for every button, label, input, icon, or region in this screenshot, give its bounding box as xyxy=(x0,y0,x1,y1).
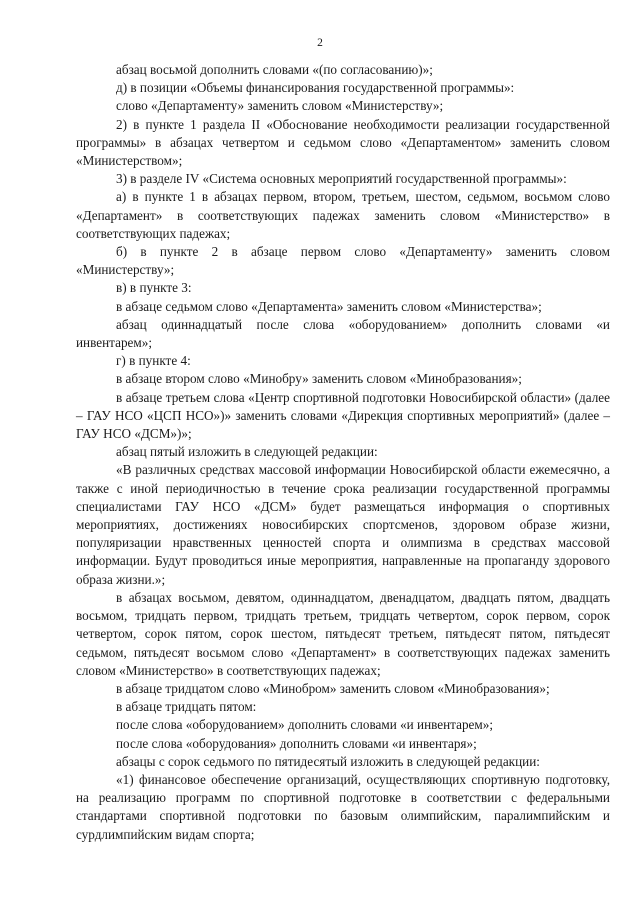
paragraph: в абзаце седьмом слово «Департамента» заменить словом «Министерства»; xyxy=(116,298,542,314)
paragraph: «1) финансовое обеспечение организаций, осуществляющих спортивную подготовку, на реализацию программ по спортивной подготовке в соответствии с федеральными стандартами спортивной подготовки по базовым олимпийским, паралимпийским и сурдлимпийским видам спорта; xyxy=(76,771,610,842)
paragraph: б) в пункте 2 в абзаце первом слово «Департаменту» заменить словом «Министерству»; xyxy=(76,244,610,278)
paragraph: «В различных средствах массовой информации Новосибирской области ежемесячно, а также с иной периодичностью в течение срока реализации государственной программы специалистами ГАУ НСО «ДСМ» будет размещаться информация о спортивных мероприятиях, достижениях новосибирских спортсменов, здоровом образе жизни, популяризации нравственных ценностей спорта и олимпизма в средствах массовой информации. Будут проводиться иные мероприятия, направленные на пропаганду здорового образа жизни.»; xyxy=(76,462,610,587)
paragraph: абзац одиннадцатый после слова «оборудованием» дополнить словами «и инвентарем»; xyxy=(76,316,610,351)
paragraph: в абзаце тридцать пятом: xyxy=(116,699,257,715)
paragraph: в) в пункте 3: xyxy=(116,280,192,296)
paragraph: абзац восьмой дополнить словами «(по согласованию)»; xyxy=(116,62,433,77)
paragraph: г) в пункте 4: xyxy=(116,353,191,369)
paragraph: слово «Департаменту» заменить словом «Министерству»; xyxy=(116,98,444,114)
paragraph: в абзаце втором слово «Минобру» заменить словом «Минобразования»; xyxy=(116,371,522,387)
paragraph: в абзаце тридцатом слово «Минобром» заменить словом «Минобразования»; xyxy=(116,680,550,696)
paragraph: 2) в пункте 1 раздела II «Обоснование необходимости реализации государственной программы» в абзацах четвертом и седьмом слово «Департаментом» заменить словом «Министерством»; xyxy=(76,116,610,169)
paragraph: после слова «оборудования» дополнить словами «и инвентаря»; xyxy=(116,735,477,751)
paragraph: абзац пятый изложить в следующей редакции: xyxy=(116,444,378,460)
paragraph: после слова «оборудованием» дополнить словами «и инвентарем»; xyxy=(116,717,494,733)
paragraph: а) в пункте 1 в абзацах первом, втором, третьем, шестом, седьмом, восьмом слово «Департамент» в соответствующих падежах заменить словом «Министерство» в соответствующих падежах; xyxy=(76,189,610,241)
paragraph: в абзацах восьмом, девятом, одиннадцатом, двенадцатом, двадцать пятом, двадцать восьмом, тридцать первом, тридцать третьем, тридцать четвертом, сорок первом, сорок четвертом, сорок пятом, сорок шестом, пятьдесят третьем, пятьдесят пятом, пятьдесят седьмом, пятьдесят восьмом слово «Департамент» в соответствующих падежах заменить словом «Министерство» в соответствующих падежах; xyxy=(76,589,610,678)
paragraph: в абзаце третьем слова «Центр спортивной подготовки Новосибирской области» (далее – ГАУ НСО «ЦСП НСО»)» заменить словами «Дирекция спортивных мероприятий» (далее – ГАУ НСО «ДСМ»)»; xyxy=(76,389,610,442)
paragraph: д) в позиции «Объемы финансирования государственной программы»: xyxy=(116,80,515,96)
paragraph: абзацы с сорок седьмого по пятидесятый изложить в следующей редакции: xyxy=(116,753,540,769)
paragraph: 3) в разделе IV «Система основных мероприятий государственной программы»: xyxy=(116,171,567,187)
document-body xyxy=(76,61,610,844)
page-number: 2 xyxy=(317,37,323,49)
